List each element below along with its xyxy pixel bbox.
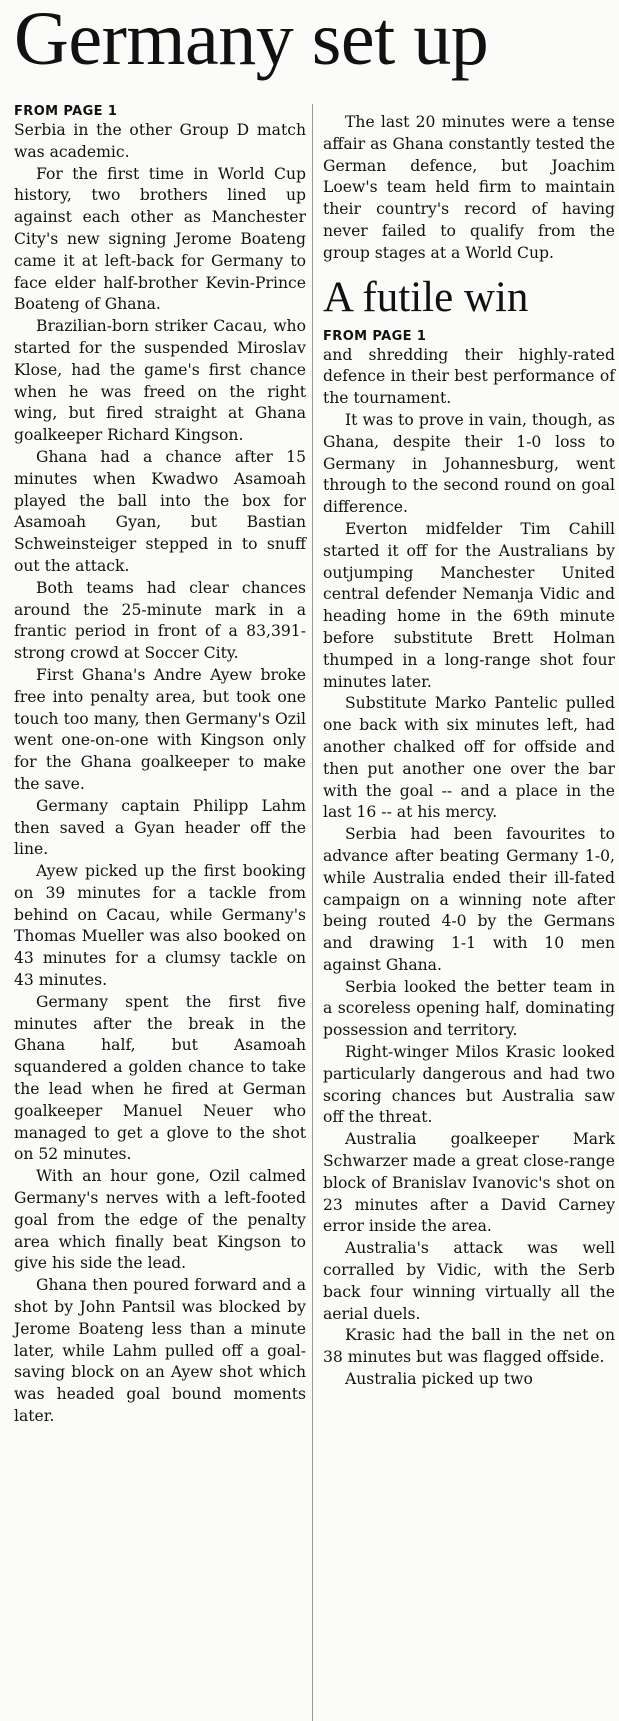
story-paragraph: Everton midfelder Tim Cahill started it off for the Australians by outjumping Manchester United central defender Nemanja Vidic and heading home in the 69th minute before substitute Brett Holman thumped in a long-range shot four minutes later.	[323, 519, 615, 691]
story-paragraph: With an hour gone, Ozil calmed Germany's nerves with a left-footed goal from the edge of the penalty area which finally beat Kingson to give his side the lead.	[14, 1167, 306, 1273]
story-paragraph: Both teams had clear chances around the 25-minute mark in a frantic period in front of a 83,391-strong crowd at Soccer City.	[14, 578, 306, 663]
story-paragraph: It was to prove in vain, though, as Ghana, despite their 1-0 loss to Germany in Johannesburg, went through to the second round on goal difference.	[323, 410, 615, 517]
column-divider	[312, 104, 313, 1721]
story-paragraph: Brazilian-born striker Cacau, who started for the suspended Miroslav Klose, had the game's first chance when he was freed on the right wing, but fired straight at Ghana goalkeeper Richard Kingson.	[14, 317, 306, 445]
story-paragraph: Substitute Marko Pantelic pulled one back with six minutes left, had another chalked off for offside and then put another one over the bar with the goal -- and a place in the last 16 -- at his mercy.	[323, 694, 615, 822]
story-paragraph: Right-winger Milos Krasic looked particularly dangerous and had two scoring chances but Australia saw off the threat.	[323, 1043, 615, 1127]
story-paragraph: The last 20 minutes were a tense affair as Ghana constantly tested the German defence, but Joachim Loew's team held firm to maintain their country's record of having never failed to qualify from the group stages at a World Cup.	[323, 113, 615, 262]
headline: Germany set up	[14, 0, 489, 81]
subheadline-a-futile-win: A futile win	[323, 273, 529, 321]
story-paragraph: Australia picked up two	[345, 1370, 533, 1389]
story-paragraph: Ghana then poured forward and a shot by John Pantsil was blocked by Jerome Boateng less than a minute later, while Lahm pulled off a goal-saving block on an Ayew shot which was headed goal bound moments later.	[14, 1276, 306, 1426]
story-germany-column	[14, 104, 306, 1428]
story-paragraph: Ayew picked up the first booking on 39 minutes for a tackle from behind on Cacau, while Germany's Thomas Mueller was also booked on 43 minutes for a clumsy tackle on 43 minutes.	[14, 862, 306, 990]
story-paragraph: Germany spent the first five minutes after the break in the Ghana half, but Asamoah squandered a golden chance to take the lead when he fired at German goalkeeper Manuel Neuer who managed to get a glove to the shot on 52 minutes.	[14, 992, 306, 1164]
right-column	[323, 112, 615, 1391]
kicker-from-page-1: FROM PAGE 1	[14, 104, 118, 119]
story-paragraph: For the first time in World Cup history, two brothers lined up against each other as Manchester City's new signing Jerome Boateng came it at left-back for Germany to face elder half-brother Kevin-Prince Boateng of Ghana.	[14, 164, 306, 314]
story-paragraph: First Ghana's Andre Ayew broke free into penalty area, but took one touch too many, then Germany's Ozil went one-on-one with Kingson only for the Ghana goalkeeper to make the save.	[14, 665, 306, 793]
story-paragraph: Germany captain Philipp Lahm then saved a Gyan header off the line.	[14, 796, 306, 859]
story-paragraph: Serbia had been favourites to advance after beating Germany 1-0, while Australia ended their ill-fated campaign on a winning note after being routed 4-0 by the Germans and drawing 1-1 with 10 men against Ghana.	[323, 825, 615, 974]
story-paragraph: Australia goalkeeper Mark Schwarzer made a great close-range block of Branislav Ivanovic's shot on 23 minutes after a David Carney error inside the area.	[323, 1130, 615, 1236]
story-paragraph: Australia's attack was well corralled by Vidic, with the Serb back four winning virtually all the aerial duels.	[323, 1239, 615, 1323]
story-paragraph: and shredding their highly-rated defence in their best performance of the tournament.	[323, 345, 615, 408]
story-paragraph: Serbia in the other Group D match was academic.	[14, 121, 306, 161]
story-paragraph: Serbia looked the better team in a scoreless opening half, dominating possession and territory.	[323, 977, 615, 1040]
kicker-from-page-1: FROM PAGE 1	[323, 328, 427, 344]
story-paragraph: Ghana had a chance after 15 minutes when Kwadwo Asamoah played the ball into the box for Asamoah Gyan, but Bastian Schweinsteiger stepped in to snuff out the attack.	[14, 447, 306, 575]
story-paragraph: Krasic had the ball in the net on 38 minutes but was flagged offside.	[323, 1326, 615, 1367]
